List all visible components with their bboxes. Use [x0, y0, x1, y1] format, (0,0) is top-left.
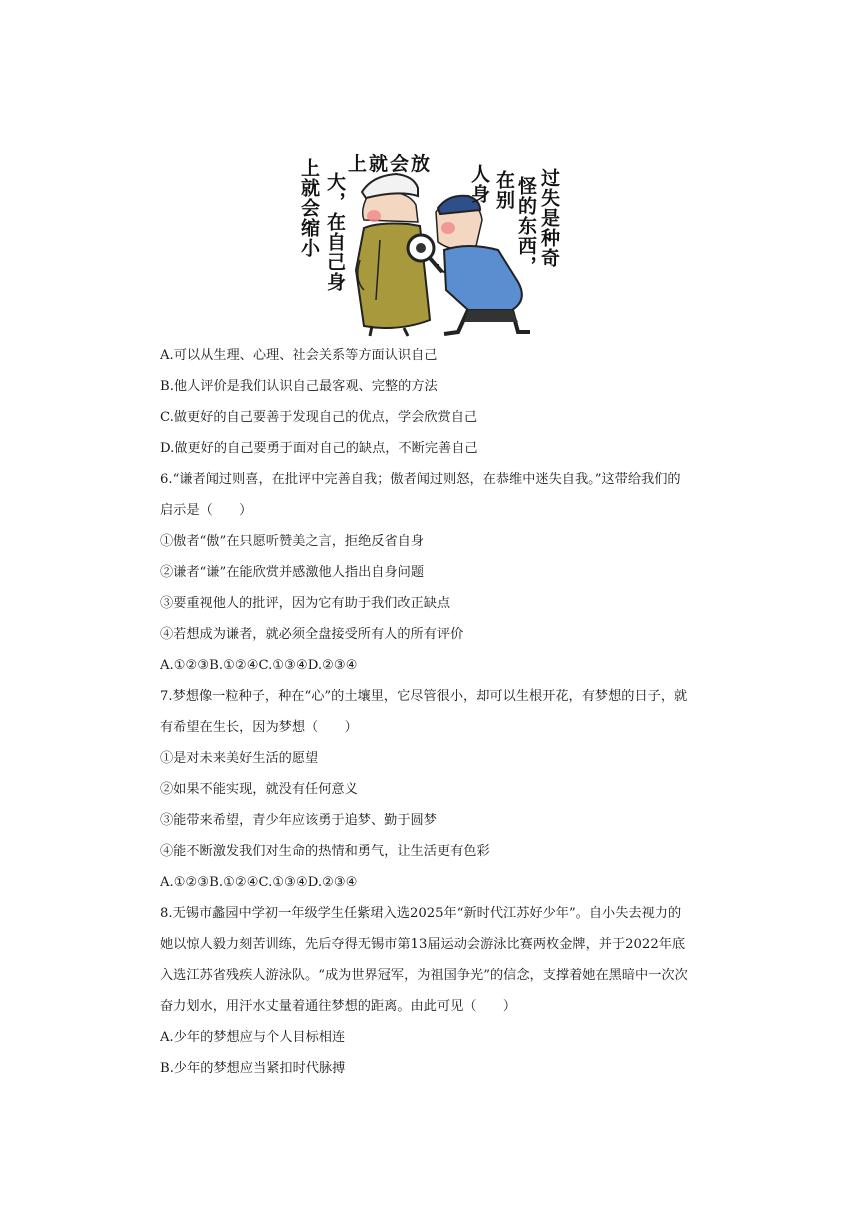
option-b-q5: B.他人评价是我们认识自己最客观、完整的方法	[160, 379, 438, 394]
q6-statement-1: ①傲者“傲”在只愿听赞美之言，拒绝反省自身	[160, 534, 425, 549]
question-6-stem: 6.“谦者闻过则喜，在批评中完善自我；傲者闻过则怒，在恭维中迷失自我。”这带给我们的	[160, 472, 681, 487]
option-b-q8: B.少年的梦想应当紧扣时代脉搏	[160, 1061, 346, 1076]
cartoon-caption-col-3: 在别	[493, 170, 515, 210]
q7-statement-1: ①是对未来美好生活的愿望	[160, 751, 319, 766]
q7-statement-2: ②如果不能实现，就没有任何意义	[160, 782, 358, 797]
question-8-stem-4: 奋力划水，用汗水丈量着通往梦想的距离。由此可见（ ）	[160, 999, 517, 1014]
cartoon-caption-col-5: 上就会放	[348, 153, 433, 175]
question-8-stem-2: 她以惊人毅力刻苦训练，先后夺得无锡市第13届运动会游泳比赛两枚金牌，并于2022年底	[160, 937, 686, 952]
option-a-q5: A.可以从生理、心理、社会关系等方面认识自己	[160, 348, 438, 363]
cartoon-caption-col-7: 上就会缩小	[298, 158, 320, 258]
q6-statement-4: ④若想成为谦者，就必须全盘接受所有人的所有评价	[160, 627, 464, 642]
option-c-q5: C.做更好的自己要善于发现自己的优点，学会欣赏自己	[160, 410, 478, 425]
q6-statement-2: ②谦者“谦”在能欣赏并感激他人指出自身问题	[160, 565, 425, 580]
cartoon-caption-col-2: 怪的东西，	[515, 176, 537, 276]
q6-options: A.①②③B.①②④C.①③④D.②③④	[160, 658, 358, 673]
question-8-stem-1: 8.无锡市蠡园中学初一年级学生任紫珺入选2025年“新时代江苏好少年”。自小失去视力的	[160, 906, 682, 921]
question-7-stem: 7.梦想像一粒种子，种在“心”的土壤里，它尽管很小，却可以生根开花，有梦想的日子，就	[160, 689, 688, 704]
cartoon-caption-col-4: 人身	[468, 164, 490, 204]
q7-statement-4: ④能不断激发我们对生命的热情和勇气，让生活更有色彩	[160, 844, 490, 859]
cartoon-caption-col-1: 过失是种奇	[538, 168, 560, 268]
question-6-stem-cont: 启示是（ ）	[160, 503, 253, 518]
q7-options: A.①②③B.①②④C.①③④D.②③④	[160, 875, 358, 890]
question-7-stem-cont: 有希望在生长，因为梦想（ ）	[160, 720, 358, 735]
question-text	[160, 340, 720, 1084]
option-d-q5: D.做更好的自己要勇于面对自己的缺点，不断完善自己	[160, 441, 478, 456]
question-8-stem-3: 入选江苏省残疾人游泳队。“成为世界冠军，为祖国争光”的信念，支撑着她在黑暗中一次次	[160, 968, 688, 983]
cartoon-illustration	[268, 150, 588, 338]
cartoon-caption-col-6: 大，在自己身	[324, 172, 346, 292]
q6-statement-3: ③要重视他人的批评，因为它有助于我们改正缺点	[160, 596, 451, 611]
q7-statement-3: ③能带来希望，青少年应该勇于追梦、勤于圆梦	[160, 813, 437, 828]
option-a-q8: A.少年的梦想应与个人目标相连	[160, 1030, 346, 1045]
